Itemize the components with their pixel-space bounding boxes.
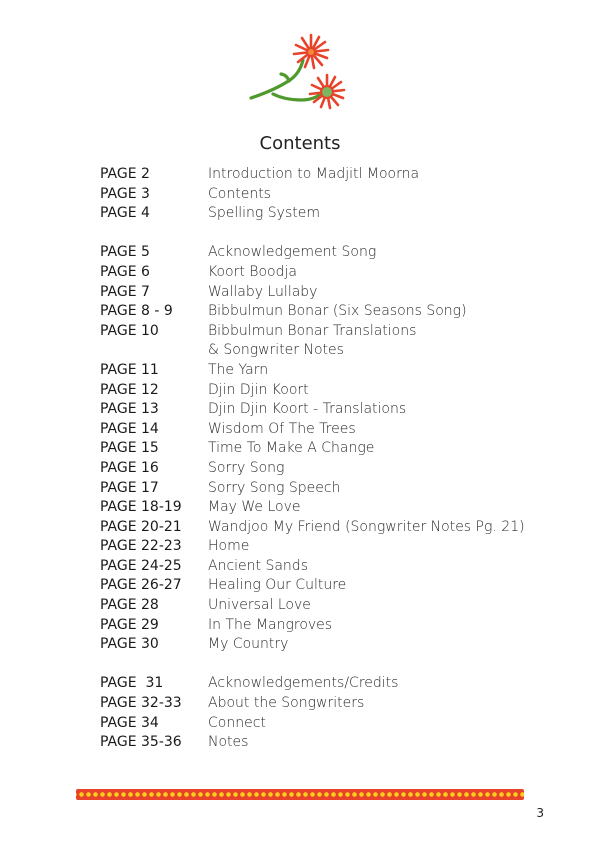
entry-title: Home xyxy=(208,538,250,555)
contents-entry xyxy=(100,165,570,185)
flower-illustration xyxy=(245,30,355,110)
entry-title: Ancient Sands xyxy=(208,557,308,574)
contents-list xyxy=(100,165,570,753)
entry-page: PAGE 6 xyxy=(100,263,150,280)
entry-title: Sorry Song xyxy=(208,459,285,476)
entry-page: PAGE 10 xyxy=(100,322,159,339)
entry-title: In The Mangroves xyxy=(208,616,333,633)
entry-page: PAGE 22-23 xyxy=(100,538,182,555)
contents-entry xyxy=(100,596,570,616)
entry-page xyxy=(100,341,208,361)
contents-entry xyxy=(100,694,570,714)
entry-title: Notes xyxy=(208,734,249,751)
entry-page: PAGE 32-33 xyxy=(100,695,182,712)
contents-entry xyxy=(100,576,570,596)
entry-page: PAGE 3 xyxy=(100,185,150,202)
contents-entry xyxy=(100,459,570,479)
entry-title: Time To Make A Change xyxy=(208,440,375,457)
contents-entry xyxy=(100,302,570,322)
entry-page: PAGE 11 xyxy=(100,361,159,378)
contents-entry xyxy=(100,420,570,440)
entry-title: Wisdom Of The Trees xyxy=(208,420,356,437)
contents-entry xyxy=(100,635,570,655)
contents-entry xyxy=(100,714,570,734)
contents-entry xyxy=(100,537,570,557)
entry-title: Djin Djin Koort - Translations xyxy=(208,401,407,418)
entry-title: My Country xyxy=(208,636,289,653)
entry-title: Djin Djin Koort xyxy=(208,381,309,398)
entry-page: PAGE 28 xyxy=(100,597,159,614)
contents-entry xyxy=(100,185,570,205)
entry-title: May We Love xyxy=(208,499,301,516)
contents-entry xyxy=(100,400,570,420)
entry-title: Wandjoo My Friend (Songwriter Notes Pg. 21) xyxy=(208,518,525,535)
entry-page: PAGE 12 xyxy=(100,381,159,398)
flower-top xyxy=(294,35,328,68)
entry-page: PAGE 15 xyxy=(100,440,159,457)
entry-page: PAGE 13 xyxy=(100,401,159,418)
entry-title: Healing Our Culture xyxy=(208,577,347,594)
entry-title: Sorry Song Speech xyxy=(208,479,341,496)
entry-page: PAGE 20-21 xyxy=(100,518,182,535)
entry-page: PAGE 35-36 xyxy=(100,734,182,751)
entry-title: & Songwriter Notes xyxy=(208,342,344,359)
entry-page: PAGE 4 xyxy=(100,205,150,222)
entry-title: About the Songwriters xyxy=(208,695,365,712)
entry-page: PAGE 30 xyxy=(100,636,159,653)
contents-entry xyxy=(100,557,570,577)
entry-page: PAGE 8 - 9 xyxy=(100,303,173,320)
entry-page: PAGE 24-25 xyxy=(100,557,182,574)
entry-page: PAGE 31 xyxy=(100,675,164,692)
entry-title: Connect xyxy=(208,714,266,731)
entry-page: PAGE 18-19 xyxy=(100,499,182,516)
contents-entry xyxy=(100,498,570,518)
entry-title: The Yarn xyxy=(208,361,269,378)
page-number: 3 xyxy=(536,806,544,820)
entry-page: PAGE 7 xyxy=(100,283,150,300)
contents-entry xyxy=(100,518,570,538)
entry-title: Koort Boodja xyxy=(208,263,297,280)
entry-title: Introduction to Madjitl Moorna xyxy=(208,166,420,182)
entry-title: Contents xyxy=(208,185,271,202)
entry-title: Acknowledgement Song xyxy=(208,244,377,261)
contents-entry xyxy=(100,283,570,303)
entry-page: PAGE 2 xyxy=(100,166,150,182)
contents-entry xyxy=(100,243,570,263)
entry-title: Bibbulmun Bonar (Six Seasons Song) xyxy=(208,303,467,320)
contents-entry xyxy=(100,674,570,694)
contents-entry xyxy=(100,381,570,401)
entry-page: PAGE 29 xyxy=(100,616,159,633)
entry-page: PAGE 16 xyxy=(100,459,159,476)
contents-entry xyxy=(100,479,570,499)
entry-title: Wallaby Lullaby xyxy=(208,283,318,300)
contents-entry xyxy=(100,263,570,283)
entry-page: PAGE 17 xyxy=(100,479,159,496)
contents-entry xyxy=(100,733,570,753)
contents-entry xyxy=(100,439,570,459)
dotted-border-decoration xyxy=(76,789,524,800)
entry-page: PAGE 5 xyxy=(100,244,150,261)
entry-page: PAGE 14 xyxy=(100,420,159,437)
page-title: Contents xyxy=(259,133,341,154)
entry-title: Universal Love xyxy=(208,597,311,614)
contents-entry xyxy=(100,204,570,224)
contents-entry xyxy=(100,341,570,361)
contents-entry xyxy=(100,616,570,636)
contents-entry xyxy=(100,322,570,342)
entry-title: Spelling System xyxy=(208,205,320,222)
entry-title: Bibbulmun Bonar Translations xyxy=(208,322,417,339)
entry-page: PAGE 34 xyxy=(100,714,159,731)
entry-page: PAGE 26-27 xyxy=(100,577,182,594)
entry-title: Acknowledgements/Credits xyxy=(208,675,399,692)
flower-bottom xyxy=(310,75,344,108)
contents-entry xyxy=(100,361,570,381)
